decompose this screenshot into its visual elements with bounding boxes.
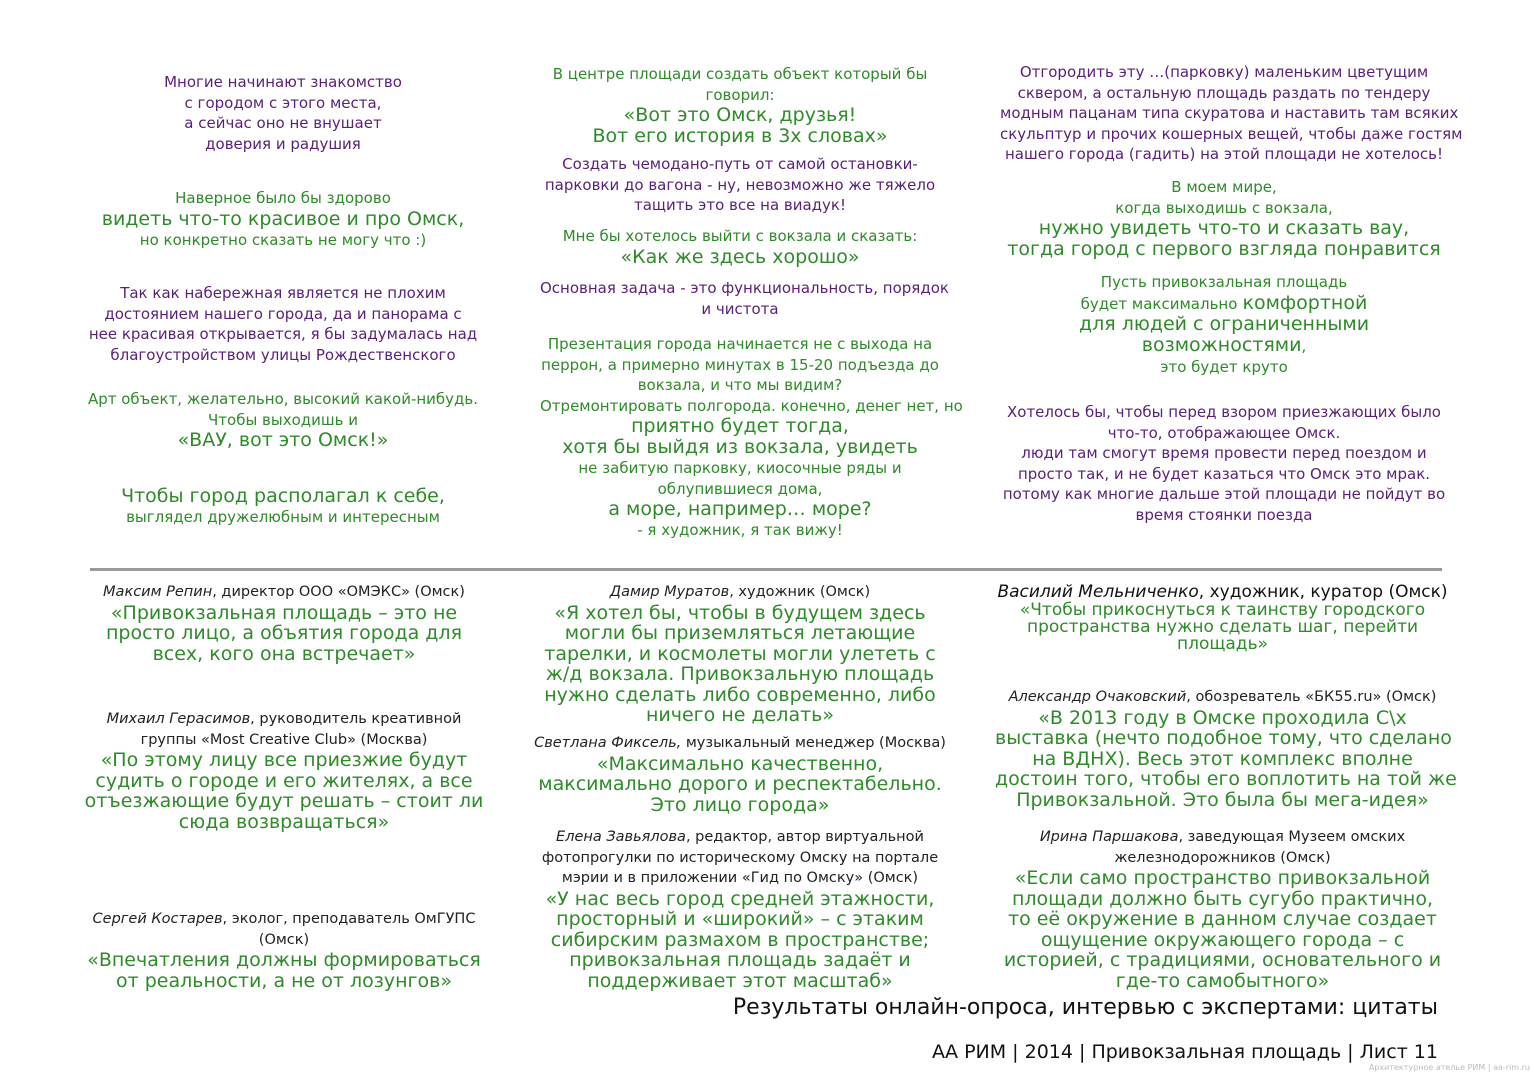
- survey-quote: В центре площади создать объект который бы говорил: «Вот это Омск, друзья! Вот его история в 3х словах»: [552, 65, 928, 147]
- page-caption: Результаты онлайн-опроса, интервью с экспертами: цитаты: [732, 995, 1438, 1020]
- expert-quote: Максим Репин, директор ООО «ОМЭКС» (Омск) «Привокзальная площадь – это не просто лицо, а объятия города для всех, кого она встречает»: [103, 584, 465, 665]
- survey-quote: Отгородить эту …(парковку) маленьким цветущим сквером, а остальную площадь раздать по тендеру модным пацанам типа скуратова и наставить там всяких скульптур и прочих кошерных вещей, чтобы даже гостям нашего города (гадить) на этой площади не хотелось!: [1000, 63, 1463, 163]
- survey-quote: Пусть привокзальная площадь будет максимально комфортной для людей с ограниченными возможностями, это будет круто: [1078, 273, 1370, 376]
- section-divider: [90, 568, 1442, 571]
- expert-quote: Дамир Муратов, художник (Омск) «Я хотел бы, чтобы в будущем здесь могли бы приземляться летающие тарелки, и космолеты могли улететь с ж/д вокзала. Привокзальную площадь нужно сделать либо современно, либо ничего не делать»: [544, 584, 936, 726]
- survey-quote: Мне бы хотелось выйти с вокзала и сказать: «Как же здесь хорошо»: [562, 227, 918, 268]
- expert-quote: Ирина Паршакова, заведующая Музеем омских железнодорожников (Омск) «Если само пространство привокзальной площади должно быть сугубо практично, то её окружение в данном случае создает ощущение окружающего города – с историей, с традициями, основательного и где-то самобытного»: [1003, 829, 1442, 992]
- survey-quote: Основная задача - это функциональность, порядок и чистота: [540, 279, 949, 318]
- sheet-label: АА РИМ | 2014 | Привокзальная площадь | Лист 11: [932, 1041, 1438, 1063]
- survey-quote: Арт объект, желательно, высокий какой-нибудь. Чтобы выходишь и «ВАУ, вот это Омск!»: [87, 390, 479, 451]
- expert-quote: Василий Мельниченко, художник, куратор (Омск) «Чтобы прикоснуться к таинству городского пространства нужно сделать шаг, перейти площадь»: [997, 582, 1448, 654]
- survey-quote: Презентация города начинается не с выхода на перрон, а примерно минутах в 15-20 подъезда до вокзала, и что мы видим? Отремонтировать полгорода. конечно, денег нет, но приятно будет тогда, хотя бы выйдя из вокзала, увидеть не забитую парковку, киосочные ряды и облупившиеся дома, а море, например… море? - я художник, я так вижу!: [540, 335, 963, 539]
- survey-quote: В моем мире, когда выходишь с вокзала, нужно увидеть что-то и сказать вау, тогда город с первого взгляда понравится: [1007, 178, 1441, 260]
- expert-quote: Елена Завьялова, редактор, автор виртуальной фотопрогулки по историческому Омску на портале мэрии и в приложении «Гид по Омску» (Омск) «У нас весь город средней этажности, просторный и «широкий» – с этаким сибирским размахом в пространстве; привокзальная площадь задаёт и поддерживает этот масштаб»: [541, 829, 939, 992]
- studio-credit: Архитектурное ателье РИМ | aa-rim.ru: [1368, 1063, 1530, 1072]
- survey-quote: Так как набережная является не плохим достоянием нашего города, да и панорама с нее красивая открывается, я бы задумалась над благоустройством улицы Рождественского: [88, 284, 478, 364]
- expert-quote: Сергей Костарев, эколог, преподаватель ОмГУПС (Омск) «Впечатления должны формироваться от реальности, а не от лозунгов»: [87, 911, 481, 992]
- expert-quote: Светлана Фиксель, музыкальный менеджер (Москва) «Максимально качественно, максимально дорого и респектабельно. Это лицо города»: [534, 735, 946, 816]
- expert-quote: Александр Очаковский, обозреватель «БК55.ru» (Омск) «В 2013 году в Омске проходила С\х выставка (нечто подобное тому, что сделано на ВДНХ). Весь этот комплекс вполне достоин того, чтобы его воплотить на той же Привокзальной. Это была бы мега-идея»: [995, 689, 1457, 811]
- survey-quote: Хотелось бы, чтобы перед взором приезжающих было что-то, отображающее Омск. люди там смогут время провести перед поездом и просто так, и не будет казаться что Омск это мрак. потому как многие дальше этой площади не пойдут во время стоянки поезда: [1002, 403, 1446, 524]
- survey-quote: Многие начинают знакомство с городом с этого места, а сейчас оно не внушает доверия и радушия: [164, 73, 402, 153]
- survey-quote: Создать чемодано-путь от самой остановки- парковки до вагона - ну, невозможно же тяжело тащить это все на виадук!: [544, 155, 936, 214]
- survey-quote: Чтобы город располагал к себе, выглядел дружелюбным и интересным: [121, 485, 445, 526]
- survey-quote: Наверное было бы здорово видеть что-то красивое и про Омск, но конкретно сказать не могу что :): [101, 189, 465, 249]
- expert-quote: Михаил Герасимов, руководитель креативной группы «Most Creative Club» (Москва) «По этому лицу все приезжие будут судить о городе и его жителях, а все отъезжающие будут решать – стоит ли сюда возвращаться»: [84, 711, 484, 833]
